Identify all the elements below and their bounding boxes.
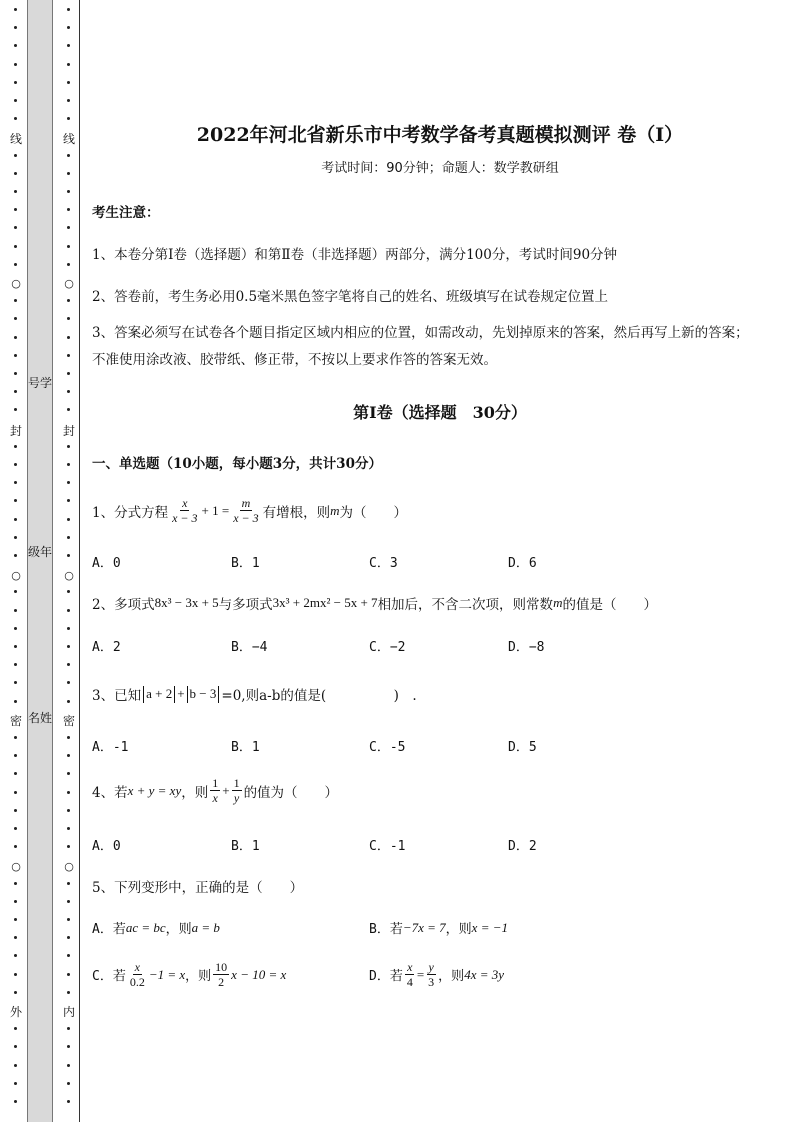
q1-option-c: C．3 bbox=[369, 556, 398, 571]
q5-b-sep: ，则 bbox=[445, 922, 472, 937]
q2-suffix: 相加后，不含二次项，则常数 bbox=[377, 597, 554, 613]
abs-bar bbox=[174, 686, 175, 703]
q5-c-result-numerator: 10 bbox=[215, 960, 228, 974]
cut-line-dot bbox=[67, 1100, 70, 1103]
cut-line-dot bbox=[67, 973, 70, 976]
q5-d-result: 4x = 3y bbox=[464, 966, 504, 982]
cut-line-dot bbox=[14, 354, 17, 357]
q5-a-condition: ac = bc bbox=[125, 919, 166, 935]
q3-suffix: =0,则a-b的值是( ) . bbox=[221, 688, 417, 704]
left-mark-circle: ○ bbox=[8, 277, 24, 291]
cut-line-dot bbox=[14, 463, 17, 466]
q5-b-label: B．若 bbox=[369, 922, 403, 937]
cut-line-dot bbox=[67, 263, 70, 266]
q1-fraction-left bbox=[170, 496, 199, 525]
cut-line-dot bbox=[14, 791, 17, 794]
q5-b-condition: −7x = 7 bbox=[402, 919, 446, 935]
q1-f1-numerator: x bbox=[182, 496, 188, 510]
cut-line-dot bbox=[67, 645, 70, 648]
cut-line-dot bbox=[67, 518, 70, 521]
q5-option-c bbox=[92, 960, 286, 989]
cut-line-dot bbox=[14, 1045, 17, 1048]
q1-fraction-right bbox=[231, 496, 260, 525]
cut-line-dot bbox=[14, 372, 17, 375]
q4-f1-denominator: x bbox=[212, 791, 218, 805]
q4-fraction-1 bbox=[210, 776, 220, 805]
cut-line-dot bbox=[14, 827, 17, 830]
right-mark-mi: 密 bbox=[62, 714, 75, 728]
left-mark-wai: 外 bbox=[9, 1005, 22, 1019]
cut-line-dot bbox=[67, 208, 70, 211]
q1-option-a: A．0 bbox=[92, 556, 121, 571]
abs-bar bbox=[143, 686, 144, 703]
q5-c-sep: ，则 bbox=[185, 969, 212, 984]
notice-heading: 考生注意： bbox=[92, 205, 160, 221]
q2-option-c: C．−2 bbox=[369, 640, 406, 655]
q1-f1-denominator: x − 3 bbox=[172, 511, 198, 525]
q5-c-denominator: 0.2 bbox=[129, 975, 145, 989]
cut-line-dot bbox=[67, 245, 70, 248]
right-mark-circle: ○ bbox=[61, 569, 77, 583]
question-4 bbox=[92, 776, 338, 805]
q3-option-d: D．5 bbox=[508, 740, 537, 755]
q5-c-result-tail: x − 10 = x bbox=[231, 966, 287, 982]
left-mark-circle: ○ bbox=[8, 860, 24, 874]
q3-prefix: 3、已知 bbox=[92, 688, 142, 704]
q3-plus: + bbox=[177, 686, 185, 701]
cut-line-dot bbox=[14, 172, 17, 175]
q2-prefix: 2、多项式 bbox=[92, 597, 155, 613]
q1-var: m bbox=[330, 502, 340, 518]
q2-var: m bbox=[553, 595, 563, 610]
q4-f2-denominator: y bbox=[233, 791, 240, 805]
left-mark-xian: 线 bbox=[9, 132, 22, 146]
cut-line-dot bbox=[67, 99, 70, 102]
exam-title: 2022年河北省新乐市中考数学备考真题模拟测评 卷（Ⅰ） bbox=[196, 124, 684, 146]
cut-line-dot bbox=[14, 1064, 17, 1067]
cut-line-dot bbox=[14, 518, 17, 521]
cut-line-dot bbox=[14, 554, 17, 557]
q1-f2-numerator: m bbox=[241, 496, 251, 510]
right-mark-xian: 线 bbox=[62, 132, 75, 146]
cut-line-dot bbox=[14, 26, 17, 29]
q1-mid: + 1 = bbox=[201, 502, 230, 518]
q4-f2-numerator: 1 bbox=[233, 776, 240, 790]
cut-line-dot bbox=[14, 245, 17, 248]
q1-option-d: D．6 bbox=[508, 556, 537, 571]
cut-line-dot bbox=[14, 681, 17, 684]
cut-line-dot bbox=[14, 445, 17, 448]
cut-line-dot bbox=[67, 1064, 70, 1067]
cut-line-dot bbox=[67, 791, 70, 794]
cut-line-dot bbox=[14, 44, 17, 47]
cut-line-dot bbox=[67, 190, 70, 193]
q4-plus: + bbox=[222, 782, 230, 798]
cut-line-dot bbox=[67, 445, 70, 448]
cut-line-dot bbox=[14, 208, 17, 211]
margin-border-line bbox=[79, 0, 80, 1122]
q4-suffix: 的值为（ ） bbox=[243, 784, 339, 801]
cut-line-dot bbox=[14, 991, 17, 994]
question-1 bbox=[92, 496, 407, 525]
cut-line-dot bbox=[67, 700, 70, 703]
q5-option-b bbox=[369, 918, 508, 937]
cut-line-dot bbox=[14, 317, 17, 320]
q1-f2-denominator: x − 3 bbox=[233, 511, 259, 525]
cut-line-dot bbox=[67, 154, 70, 157]
cut-line-dot bbox=[14, 336, 17, 339]
right-dotted-cut-line bbox=[64, 0, 74, 1123]
cut-line-dot bbox=[67, 44, 70, 47]
q3-b-term: b − 3 bbox=[189, 686, 217, 701]
cut-line-dot bbox=[67, 772, 70, 775]
q1-suffix: 有增根，则 bbox=[262, 504, 331, 521]
cut-line-dot bbox=[67, 117, 70, 120]
question-5: 5、下列变形中，正确的是（ ） bbox=[92, 880, 304, 896]
q5-c-fraction bbox=[128, 960, 147, 989]
q5-d-x-numerator: x bbox=[407, 960, 413, 974]
cut-line-dot bbox=[67, 754, 70, 757]
cut-line-dot bbox=[67, 882, 70, 885]
cut-line-dot bbox=[67, 408, 70, 411]
cut-line-dot bbox=[67, 663, 70, 666]
notice-item-3: 3、答案必须写在试卷各个题目指定区域内相应的位置，如需改动，先划掉原来的答案，然后再写上新的答案；不准使用涂改液、胶带纸、修正带，不按以上要求作答的答案无效。 bbox=[92, 325, 749, 368]
cut-line-dot bbox=[67, 1045, 70, 1048]
q5-d-y-numerator: y bbox=[428, 960, 434, 974]
q5-c-result-fraction bbox=[213, 960, 229, 989]
cut-line-dot bbox=[67, 481, 70, 484]
cut-line-dot bbox=[14, 900, 17, 903]
q4-mid: ，则 bbox=[181, 784, 209, 801]
cut-line-dot bbox=[14, 499, 17, 502]
q5-d-fraction-x bbox=[405, 960, 415, 989]
q1-end: 为（ ） bbox=[339, 504, 408, 521]
cut-line-dot bbox=[14, 700, 17, 703]
cut-line-dot bbox=[14, 809, 17, 812]
cut-line-dot bbox=[14, 536, 17, 539]
cut-line-dot bbox=[67, 1082, 70, 1085]
cut-line-dot bbox=[67, 736, 70, 739]
q3-option-c: C．-5 bbox=[369, 740, 406, 755]
abs-bar bbox=[218, 686, 219, 703]
cut-line-dot bbox=[14, 8, 17, 11]
q5-a-result: a = b bbox=[191, 919, 220, 935]
grade-label: 级年 bbox=[27, 545, 52, 559]
cut-line-dot bbox=[14, 81, 17, 84]
cut-line-dot bbox=[14, 1100, 17, 1103]
left-mark-feng: 封 bbox=[9, 424, 22, 438]
q4-option-b: B．1 bbox=[231, 839, 260, 854]
q2-option-b: B．−4 bbox=[231, 640, 268, 655]
q2-option-a: A．2 bbox=[92, 640, 121, 655]
q4-option-d: D．2 bbox=[508, 839, 537, 854]
q4-expr: x + y = xy bbox=[127, 782, 182, 798]
q3-option-b: B．1 bbox=[231, 740, 260, 755]
cut-line-dot bbox=[14, 190, 17, 193]
cut-line-dot bbox=[67, 299, 70, 302]
exam-subtitle: 考试时间：90分钟；命题人：数学教研组 bbox=[321, 161, 559, 176]
cut-line-dot bbox=[14, 1082, 17, 1085]
right-mark-circle: ○ bbox=[61, 277, 77, 291]
cut-line-dot bbox=[67, 390, 70, 393]
question-3 bbox=[92, 684, 417, 704]
name-label: 名姓 bbox=[27, 711, 52, 725]
notice-item-2: 2、答卷前，考生务必用0.5毫米黑色签字笔将自己的姓名、班级填写在试卷规定位置上 bbox=[92, 289, 609, 305]
cut-line-dot bbox=[67, 1027, 70, 1030]
left-dotted-cut-line bbox=[11, 0, 21, 1123]
cut-line-dot bbox=[67, 954, 70, 957]
cut-line-dot bbox=[67, 554, 70, 557]
q1-prefix: 1、分式方程 bbox=[92, 504, 169, 521]
section-title: 第Ⅰ卷（选择题 30分） bbox=[353, 403, 527, 422]
q5-option-a bbox=[92, 918, 220, 937]
cut-line-dot bbox=[14, 609, 17, 612]
q4-prefix: 4、若 bbox=[92, 784, 128, 801]
q5-c-label: C．若 bbox=[92, 969, 126, 984]
q2-option-d: D．−8 bbox=[508, 640, 545, 655]
right-mark-circle: ○ bbox=[61, 860, 77, 874]
cut-line-dot bbox=[14, 1027, 17, 1030]
cut-line-dot bbox=[14, 645, 17, 648]
q3-option-a: A．-1 bbox=[92, 740, 129, 755]
q5-d-x-denominator: 4 bbox=[406, 975, 413, 989]
q5-d-y-denominator: 3 bbox=[428, 975, 435, 989]
cut-line-dot bbox=[67, 26, 70, 29]
cut-line-dot bbox=[14, 627, 17, 630]
cut-line-dot bbox=[67, 590, 70, 593]
cut-line-dot bbox=[14, 117, 17, 120]
q5-c-result-denominator: 2 bbox=[218, 975, 225, 989]
part-heading: 一、单选题（10小题，每小题3分，共计30分） bbox=[92, 456, 382, 472]
cut-line-dot bbox=[67, 81, 70, 84]
cut-line-dot bbox=[14, 845, 17, 848]
cut-line-dot bbox=[67, 354, 70, 357]
cut-line-dot bbox=[14, 390, 17, 393]
cut-line-dot bbox=[14, 772, 17, 775]
cut-line-dot bbox=[67, 499, 70, 502]
cut-line-dot bbox=[14, 663, 17, 666]
cut-line-dot bbox=[14, 954, 17, 957]
q2-mid: 与多项式 bbox=[218, 597, 273, 613]
cut-line-dot bbox=[67, 536, 70, 539]
cut-line-dot bbox=[14, 736, 17, 739]
q4-option-c: C．-1 bbox=[369, 839, 406, 854]
cut-line-dot bbox=[14, 63, 17, 66]
q5-a-label: A．若 bbox=[92, 922, 126, 937]
right-mark-feng: 封 bbox=[62, 424, 75, 438]
q5-a-sep: ，则 bbox=[165, 922, 192, 937]
cut-line-dot bbox=[67, 336, 70, 339]
right-mark-nei: 内 bbox=[62, 1005, 75, 1019]
cut-line-dot bbox=[14, 936, 17, 939]
cut-line-dot bbox=[67, 991, 70, 994]
cut-line-dot bbox=[67, 317, 70, 320]
cut-line-dot bbox=[14, 226, 17, 229]
cut-line-dot bbox=[67, 681, 70, 684]
cut-line-dot bbox=[14, 882, 17, 885]
cut-line-dot bbox=[67, 226, 70, 229]
cut-line-dot bbox=[14, 99, 17, 102]
cut-line-dot bbox=[14, 408, 17, 411]
left-mark-mi: 密 bbox=[9, 714, 22, 728]
cut-line-dot bbox=[14, 299, 17, 302]
cut-line-dot bbox=[67, 609, 70, 612]
q2-end: 的值是（ ） bbox=[562, 597, 657, 613]
cut-line-dot bbox=[14, 754, 17, 757]
cut-line-dot bbox=[14, 918, 17, 921]
q2-expr2: 3x³ + 2mx² − 5x + 7 bbox=[272, 595, 378, 610]
q5-d-equals: = bbox=[416, 966, 425, 982]
left-mark-circle: ○ bbox=[8, 569, 24, 583]
q2-expr1: 8x³ − 3x + 5 bbox=[154, 595, 219, 610]
cut-line-dot bbox=[67, 463, 70, 466]
cut-line-dot bbox=[67, 936, 70, 939]
q5-d-sep: ，则 bbox=[438, 969, 465, 984]
q3-a-term: a + 2 bbox=[146, 686, 173, 701]
q5-b-result: x = −1 bbox=[471, 919, 508, 935]
student-number-label: 号学 bbox=[27, 376, 52, 390]
cut-line-dot bbox=[14, 154, 17, 157]
cut-line-dot bbox=[67, 827, 70, 830]
q5-option-d bbox=[369, 960, 504, 989]
q5-c-condition-tail: −1 = x bbox=[148, 966, 186, 982]
cut-line-dot bbox=[67, 900, 70, 903]
cut-line-dot bbox=[14, 263, 17, 266]
question-2 bbox=[92, 593, 657, 613]
cut-line-dot bbox=[67, 845, 70, 848]
cut-line-dot bbox=[14, 590, 17, 593]
q5-c-numerator: x bbox=[134, 960, 140, 974]
binding-strip bbox=[27, 0, 53, 1122]
cut-line-dot bbox=[67, 627, 70, 630]
cut-line-dot bbox=[67, 63, 70, 66]
q1-option-b: B．1 bbox=[231, 556, 260, 571]
cut-line-dot bbox=[67, 809, 70, 812]
cut-line-dot bbox=[14, 973, 17, 976]
q5-d-label: D．若 bbox=[369, 969, 403, 984]
q5-d-fraction-y bbox=[426, 960, 436, 989]
cut-line-dot bbox=[67, 172, 70, 175]
q4-fraction-2 bbox=[232, 776, 242, 805]
q4-option-a: A．0 bbox=[92, 839, 121, 854]
abs-bar bbox=[187, 686, 188, 703]
notice-item-1: 1、本卷分第Ⅰ卷（选择题）和第Ⅱ卷（非选择题）两部分，满分100分，考试时间90分钟 bbox=[92, 247, 618, 263]
cut-line-dot bbox=[67, 8, 70, 11]
cut-line-dot bbox=[14, 481, 17, 484]
q4-f1-numerator: 1 bbox=[212, 776, 219, 790]
cut-line-dot bbox=[67, 918, 70, 921]
cut-line-dot bbox=[67, 372, 70, 375]
